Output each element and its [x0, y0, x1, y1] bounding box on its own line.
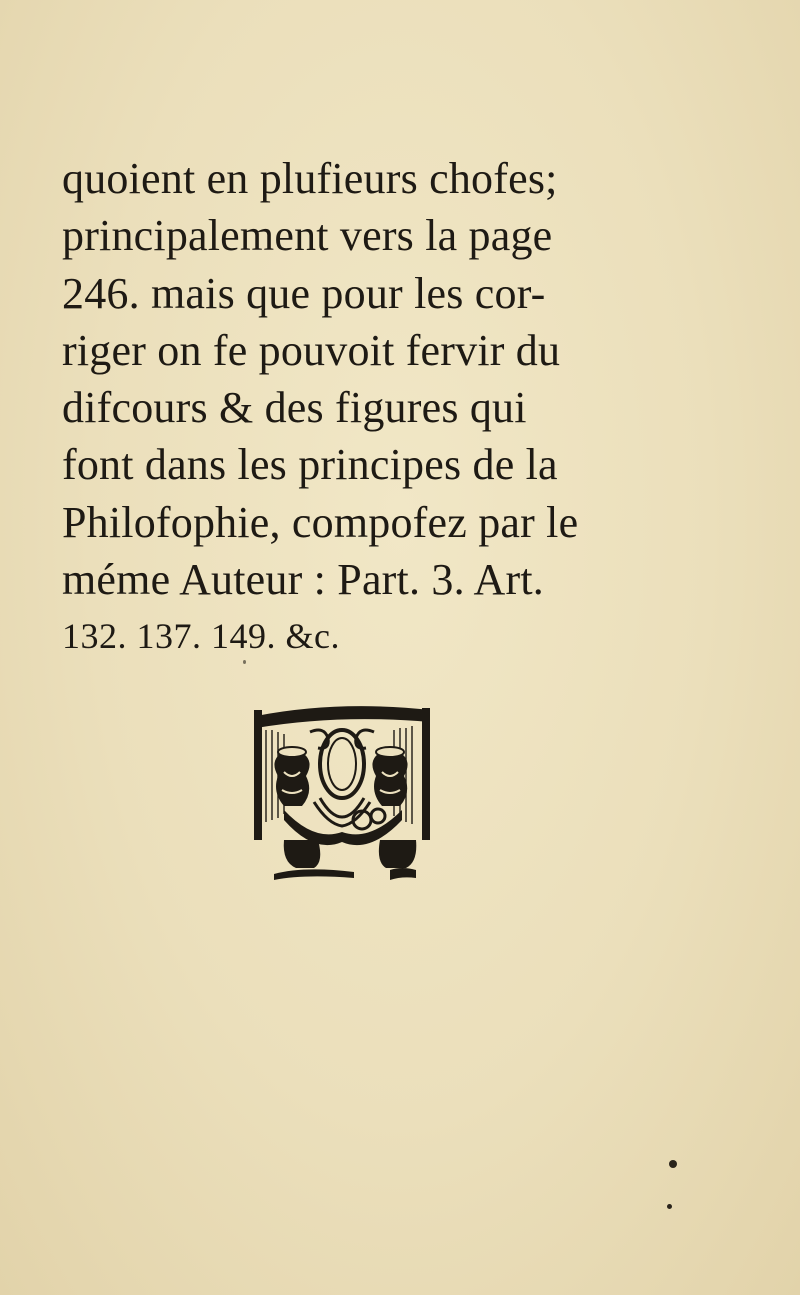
text-line-4: riger on fe pouvoit fervir du: [62, 325, 561, 375]
page-text: [62, 150, 622, 666]
text-line-9: 132. 137. 149. &c.: [62, 616, 340, 657]
text-line-3: 246. mais que pour les cor-: [62, 268, 546, 318]
ink-speck: [243, 660, 246, 664]
text-line-5: difcours & des figures qui: [62, 383, 527, 433]
text-line-6: font dans les principes de la: [62, 440, 558, 490]
text-line-8: méme Auteur : Part. 3. Art.: [62, 555, 544, 605]
text-line-1: quoient en plufieurs chofes;: [62, 154, 558, 203]
vase-ornament-icon: [244, 702, 434, 884]
text-line-2: principalement vers la page: [62, 211, 553, 261]
text-line-7: Philofophie, compofez par le: [62, 497, 579, 547]
ink-speck: [669, 1160, 677, 1168]
ink-speck: [667, 1204, 672, 1209]
